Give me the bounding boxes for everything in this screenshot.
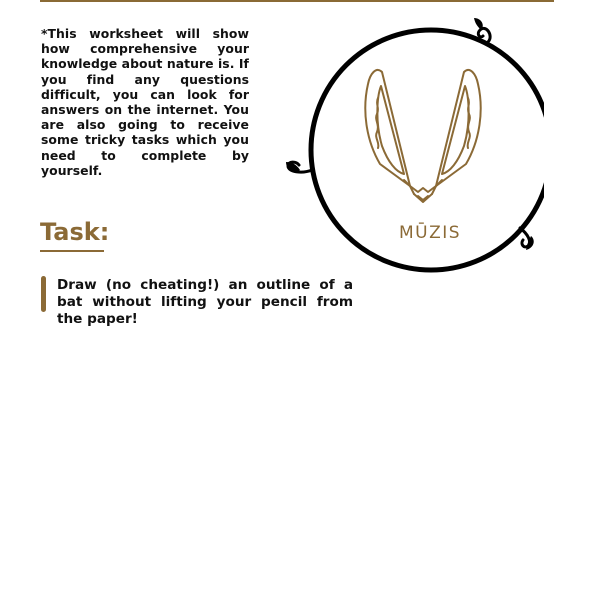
task-instruction: Draw (no cheating!) an outline of a bat without lifting your pencil from the paper! <box>57 277 353 327</box>
bat-ears-icon <box>365 70 480 202</box>
task-accent-bar <box>41 276 46 312</box>
logo-graphic <box>282 14 544 276</box>
logo-curl-top-tip <box>474 18 483 30</box>
top-divider <box>40 0 554 2</box>
muzis-logo <box>282 14 544 276</box>
task-heading: Task: <box>40 218 110 246</box>
logo-wordmark: MŪZIS <box>398 223 462 243</box>
task-heading-underline <box>40 250 104 252</box>
intro-paragraph: *This worksheet will show how comprehensive your knowledge about nature is. If you find any questions difficult, you can look for answers on the internet. You are also going to receive some tricky tasks which you need to complete by yourself. <box>41 26 249 178</box>
